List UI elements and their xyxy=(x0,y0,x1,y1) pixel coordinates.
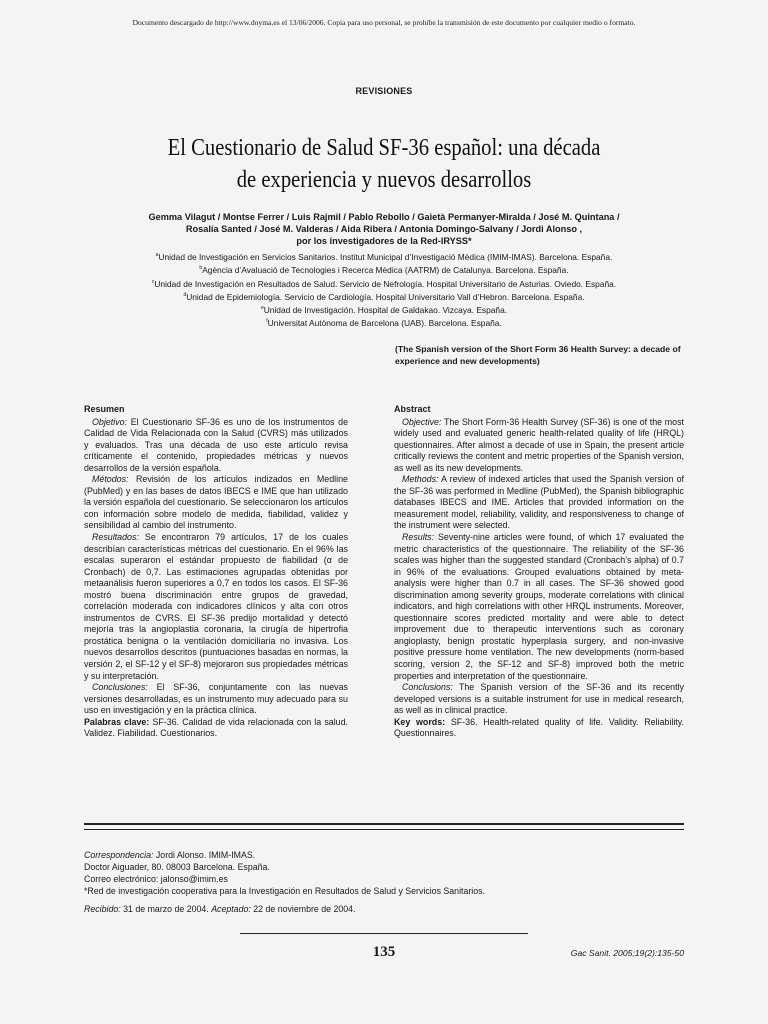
page-number: 135 xyxy=(372,944,396,960)
abstract-objective: Objective: The Short Form-36 Health Survey (SF-36) is one of the most widely used and evaluated generic health-related quality of life (HRQL) questionnaires. After almost a decade of use in Spain, the present article critically reviews the content and metric properties of the Spanish version, as well as its new developments. xyxy=(394,416,684,473)
author-line-1: Gemma Vilagut / Montse Ferrer / Luis Rajmil / Pablo Rebollo / Gaietà Permanyer-Miralda / José M. Quintana / xyxy=(148,212,620,222)
title-line-2: de experiencia y nuevos desarrollos xyxy=(236,167,532,193)
correspondence-name: Correspondencia: Jordi Alonso. IMIM-IMAS. xyxy=(84,850,256,860)
author-list xyxy=(70,211,698,247)
abstract-heading: Abstract xyxy=(394,404,431,414)
author-line-2: Rosalía Santed / José M. Valderas / Aida Ribera / Antonia Domingo-Salvany / Jordi Alonso , xyxy=(185,224,583,234)
section-label: REVISIONES xyxy=(355,86,413,96)
affiliation-item: $^f$Universitat Autònoma de Barcelona (UAB). Barcelona. España. xyxy=(266,318,502,329)
abstract-column xyxy=(394,404,684,740)
divider-thin xyxy=(84,829,684,830)
resumen-conclusiones: Conclusiones: El SF-36, conjuntamente con las nuevas versiones desarrolladas, es un instrumento muy adecuado para su uso en investigación y en la práctica clínica. xyxy=(84,682,348,716)
affiliation-item: $^a$Unidad de Investigación en Servicios Sanitarios. Institut Municipal d’Investigació Mèdica (IMIM-IMAS). Barcelona. España. xyxy=(155,251,613,262)
correspondence-email: Correo electrónico: jalonso@imim.es xyxy=(84,874,228,884)
affiliation-list xyxy=(60,250,708,330)
affiliation-item: $^e$Unidad de Investigación. Hospital de Galdakao. Vizcaya. España. xyxy=(260,304,508,315)
correspondence-block xyxy=(84,849,684,897)
download-notice: Documento descargado de http://www.doyma.es el 13/06/2006. Copia para uso personal, se prohíbe la transmisión de este documento por cualquier medio o formato. xyxy=(132,18,636,27)
affiliation-item: $^b$Agència d’Avaluació de Tecnologies i Recerca Mèdica (AATRM) de Catalunya. Barcelona. España. xyxy=(199,265,569,276)
affiliation-item: $^c$Unidad de Investigación en Resultados de Salud. Servicio de Nefrología. Hospital Universitario de Asturias. Oviedo. España. xyxy=(151,278,617,289)
affiliation-item: $^d$Unidad de Epidemiología. Servicio de Cardiología. Hospital Universitario Vall d’Hebron. Barcelona. España. xyxy=(183,291,585,302)
network-footnote: *Red de investigación cooperativa para la Investigación en Resultados de Salud y Servicios Sanitarios. xyxy=(84,886,485,896)
submission-dates: Recibido: 31 de marzo de 2004. Aceptado: 22 de noviembre de 2004. xyxy=(84,904,356,914)
abstract-keywords: Key words: SF-36. Health-related quality of life. Validity. Reliability. Questionnaires. xyxy=(394,716,684,739)
resumen-objetivo: Objetivo: El Cuestionario SF-36 es uno de los instrumentos de Calidad de Vida Relacionada con la Salud (CVRS) más utilizados y evaluados. Tras una década de uso este artículo revisa críticamente el contenido, propiedades métricas y nuevos desarrollos de la versión española. xyxy=(84,416,349,473)
journal-reference: Gac Sanit. 2005;19(2):135-50 xyxy=(570,948,684,958)
footer-divider xyxy=(240,933,528,934)
title-line-1: El Cuestionario de Salud SF-36 español: una década xyxy=(167,135,601,161)
author-line-3: por los investigadores de la Red-IRYSS* xyxy=(296,236,472,246)
resumen-metodos: Métodos: Revisión de los artículos indizados en Medline (PubMed) y en las bases de datos IBECS e IME que han utilizado la versión española del cuestionario. Se seleccionaron los artículos con información sobre modelo de medida, fiabilidad, validez y sensibilidad al cambio del instrumento. xyxy=(84,474,348,531)
resumen-keywords: Palabras clave: SF-36. Calidad de vida relacionada con la salud. Validez. Fiabilidad. Cuestionarios. xyxy=(84,716,348,739)
correspondence-address: Doctor Aiguader, 80. 08003 Barcelona. España. xyxy=(84,862,270,872)
abstract-results: Results: Seventy-nine articles were found, of which 17 evaluated the metric characteristics of the questionnaire. The reliability of the SF-36 scales was higher than the suggested standard (Cronbach’s alpha) of 0.7 in 96% of the evaluations. Grouped evaluations obtained by meta-analysis were higher than 0.7 in all cases. The SF-36 showed good discrimination among severity groups, moderate correlations with clinical indicators, and high correlations with other HRQL instruments. Moreover, questionnaire scores predicted mortality and were able to detect improvement due to therapeutic interventions such as coronary angioplasty, benign prostatic hyperplasia surgery, and non-invasive positive pressure home ventilation. The new developments (norm-based scoring, version 2, the SF-12 and SF-8) improved both the metric properties and interpretation of the questionnaire. xyxy=(394,532,685,681)
divider-thick xyxy=(84,823,684,825)
english-title: (The Spanish version of the Short Form 36 Health Survey: a decade of experience and new developments) xyxy=(395,344,681,366)
resumen-heading: Resumen xyxy=(84,404,125,414)
resumen-resultados: Resultados: Se encontraron 79 artículos, 17 de los cuales describían características métricas del cuestionario. En el 96% las escalas superaron el estándar propuesto de fiabilidad (α de Cronbach) de 0,7. Las estimaciones agrupadas obtenidas por metaanálisis fueron superiores a 0,7 en todos los casos. El SF-36 mostró buena discriminación entre grupos de gravedad, correlación moderada con indicadores clínicos y alta con otros instrumentos de CVRS. El SF-36 predijo mortalidad y detectó mejoría tras la angioplastia coronaria, la cirugía de hipertrofia prostática benigna o la ventilación domiciliaria no invasiva. Los nuevos desarrollos descritos (puntuaciones basadas en normas, la versión 2, el SF-12 y el SF-8) mejoraron sus propiedades métricas y su interpretación. xyxy=(84,532,349,681)
abstract-conclusions: Conclusions: The Spanish version of the SF-36 and its recently developed versions is a suitable instrument for use in medical research, as well as in clinical practice. xyxy=(394,682,684,716)
article-title xyxy=(54,132,714,196)
resumen-column xyxy=(84,404,348,740)
abstract-methods: Methods: A review of indexed articles that used the Spanish version of the SF-36 was performed in Medline (PubMed), the Spanish bibliographic databases IBECS and IME. Articles that provided information on the measurement model, reliability, validity, and responsiveness to change of the instrument were selected. xyxy=(394,474,684,531)
